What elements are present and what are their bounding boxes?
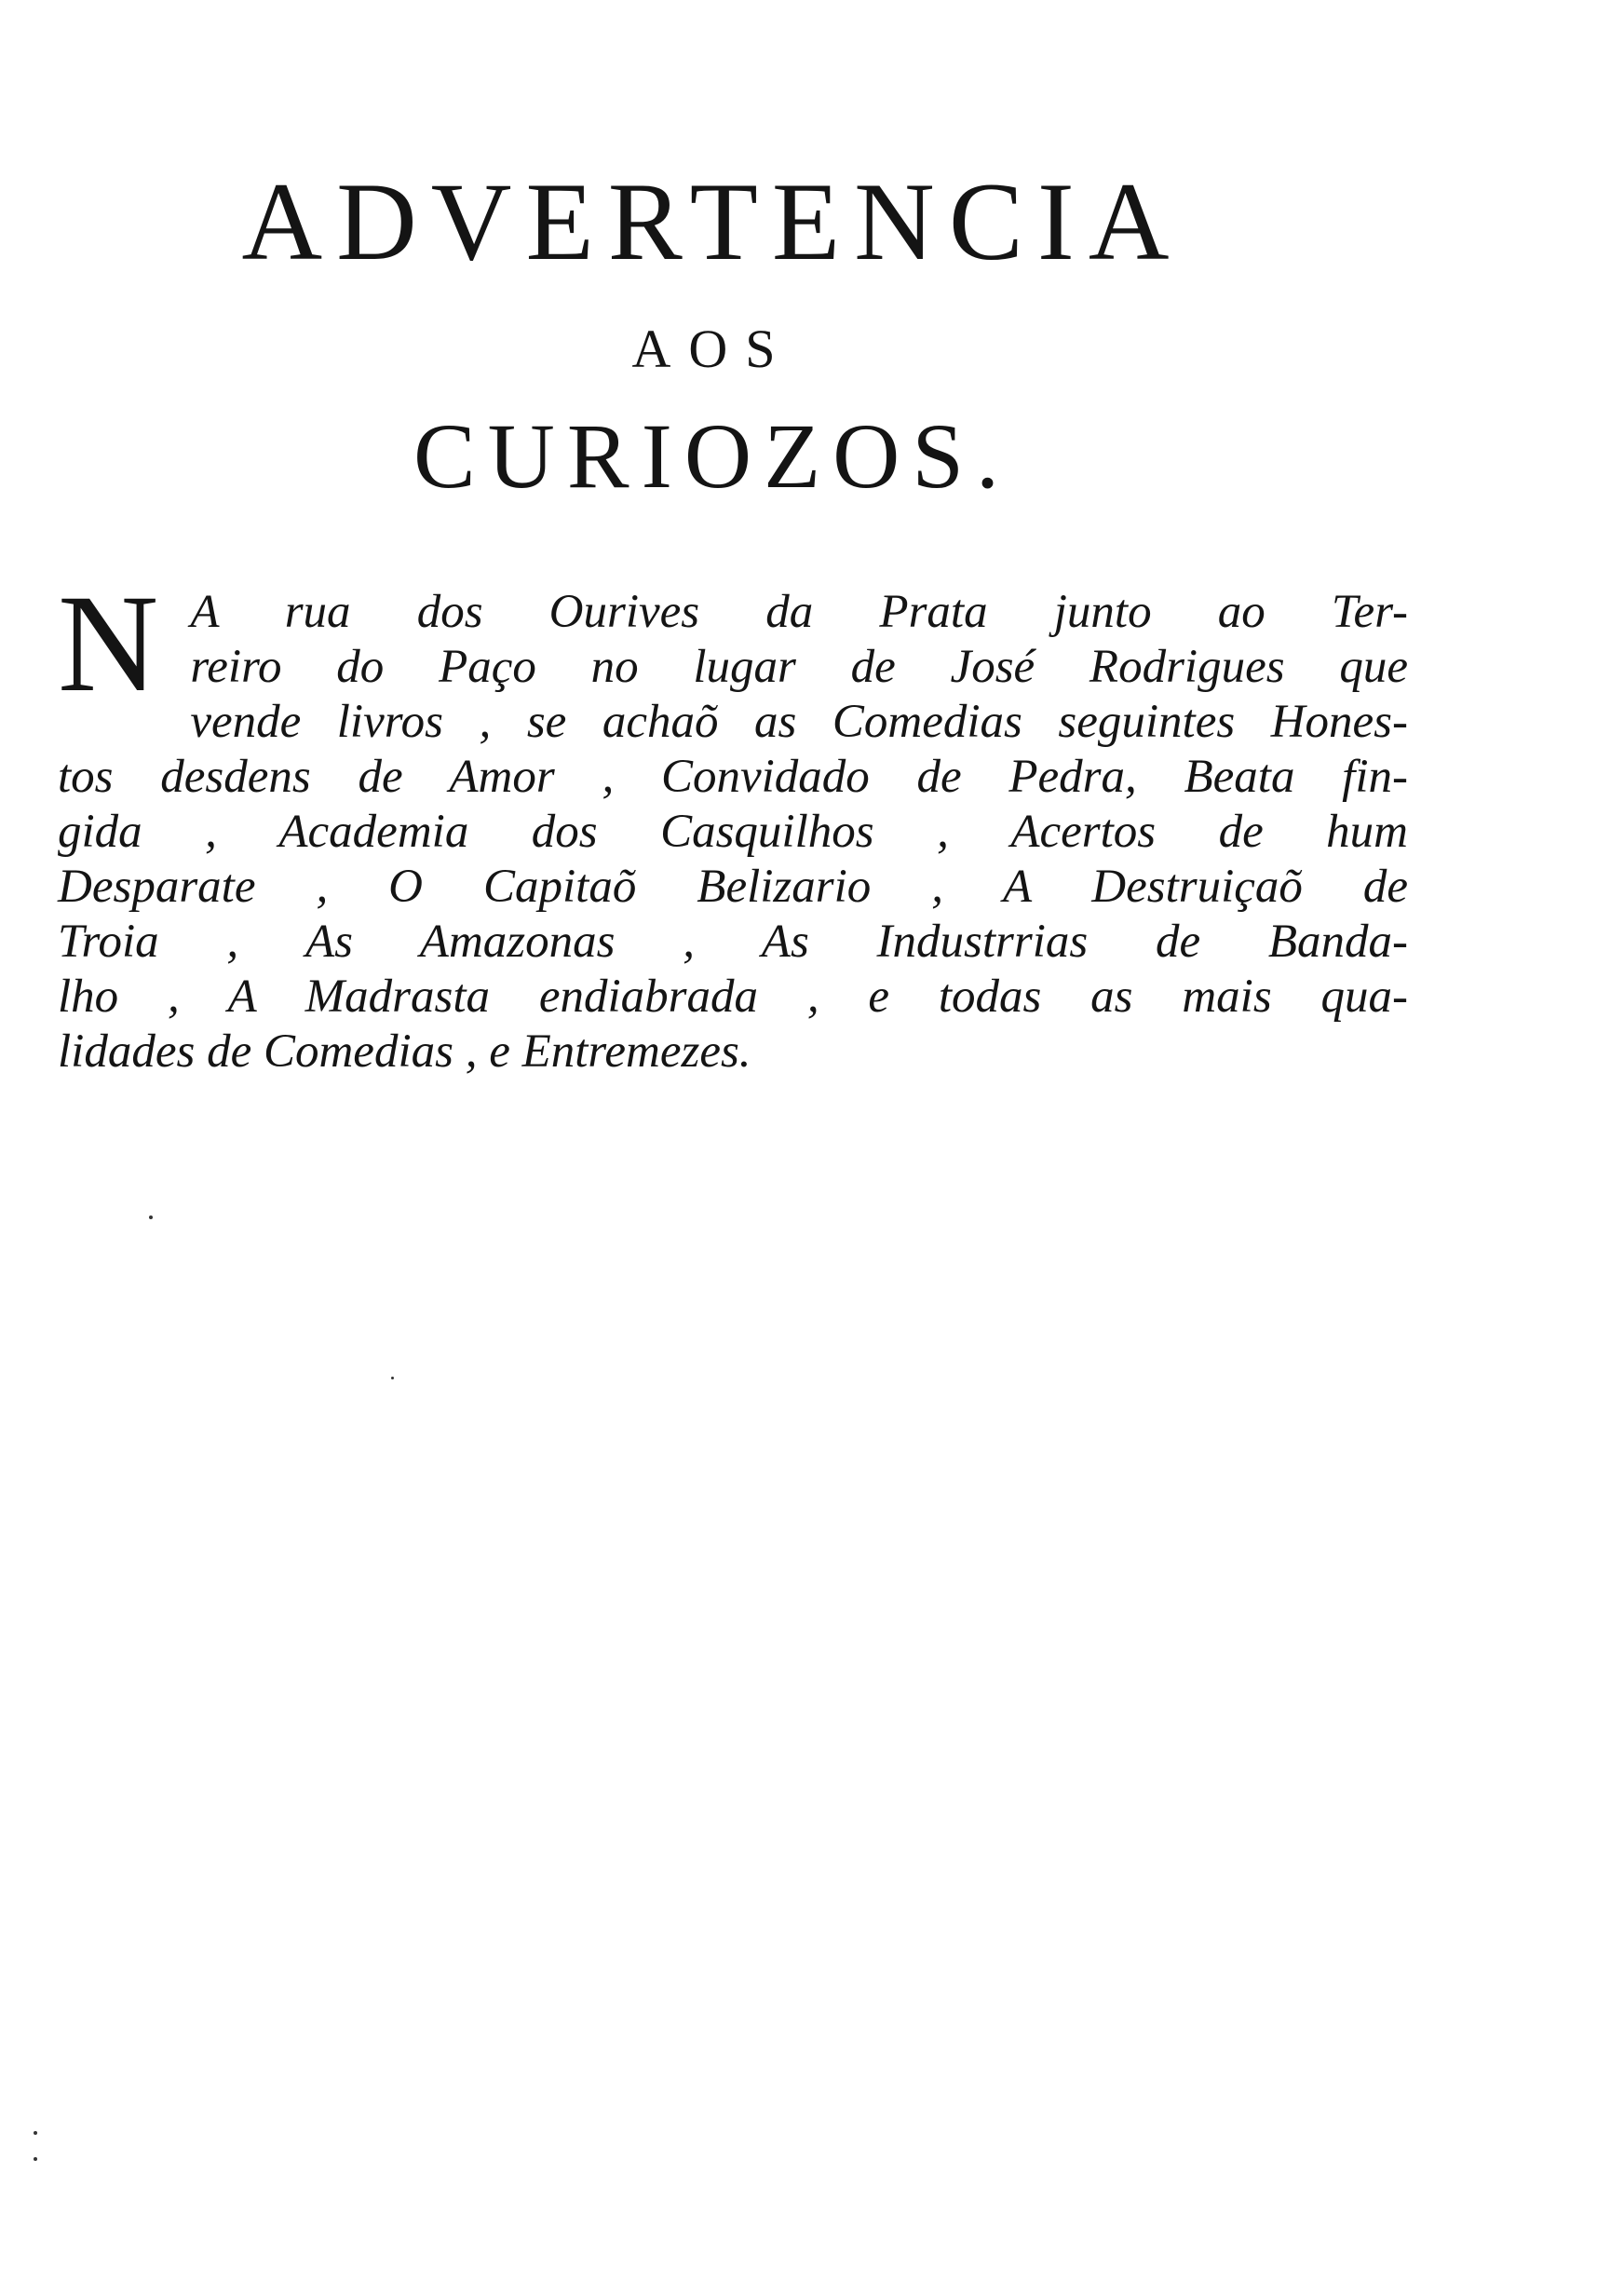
text-line: reiro do Paço no lugar de José Rodrigues que bbox=[190, 641, 1408, 693]
text-line: Troia , As Amazonas , As Industrrias de Banda- bbox=[58, 916, 1408, 968]
text-line: Desparate , O Capitaõ Belizario , A Destruiçaõ de bbox=[58, 861, 1408, 913]
text-line: tos desdens de Amor , Convidado de Pedra, Beata fin- bbox=[58, 751, 1408, 803]
ink-speck bbox=[34, 2131, 37, 2135]
text-line: lidades de Comedias , e Entremezes. bbox=[58, 1025, 751, 1078]
drop-cap: N bbox=[58, 566, 159, 721]
ink-speck bbox=[391, 1377, 394, 1379]
text-line: lho , A Madrasta endiabrada , e todas as mais qua- bbox=[58, 971, 1408, 1023]
ink-speck bbox=[149, 1215, 153, 1219]
text-line: A rua dos Ourives da Prata junto ao Ter- bbox=[190, 586, 1408, 638]
body-paragraph bbox=[58, 566, 1408, 1080]
text-line: vende livros , se achaõ as Comedias seguintes Hones- bbox=[190, 696, 1408, 748]
text-line: gida , Academia dos Casquilhos , Acertos de hum bbox=[58, 806, 1408, 858]
ink-speck bbox=[34, 2157, 37, 2161]
page-heading: CURIOZOS. bbox=[413, 404, 1012, 508]
page-subtitle: AOS bbox=[631, 319, 793, 379]
page-title: ADVERTENCIA bbox=[241, 159, 1184, 283]
